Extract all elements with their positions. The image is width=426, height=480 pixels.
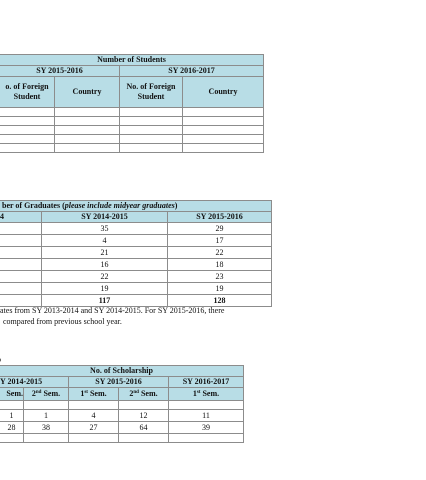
table-cell: 23 (168, 271, 272, 283)
total-cell: 128 (168, 295, 272, 307)
graduates-col-header: SY 2015-2016 (168, 212, 272, 223)
table-row (0, 259, 272, 271)
scholarship-year-header: SY 2015-2016 (69, 377, 169, 388)
col-country: Country (55, 77, 120, 108)
graduates-table (0, 200, 272, 307)
col-foreign-student: o. of Foreign Student (0, 77, 55, 108)
table-row (0, 422, 244, 434)
col-country: Country (183, 77, 264, 108)
table-cell: 16 (42, 259, 168, 271)
table-cell: 4 (42, 235, 168, 247)
table-row (0, 117, 264, 126)
graduates-table-title (0, 201, 272, 212)
col-foreign-student: No. of Foreign Student (120, 77, 183, 108)
sem-header: 1st Sem. (69, 388, 119, 401)
table-cell: 4 (69, 410, 119, 422)
graduates-title-note: please include midyear graduates (64, 201, 175, 210)
table-cell: 35 (42, 223, 168, 235)
table-cell: 64 (119, 422, 169, 434)
table-row (0, 126, 264, 135)
table-cell: 38 (24, 422, 69, 434)
table-row (0, 235, 272, 247)
scholarship-table-title: No. of Scholarship (0, 366, 244, 377)
sem-header: 1st Sem. (169, 388, 244, 401)
table-cell: 21 (42, 247, 168, 259)
table-cell: 27 (69, 422, 119, 434)
students-year-header: SY 2015-2016 (0, 66, 120, 77)
table-cell: 18 (168, 259, 272, 271)
table-cell: 29 (168, 223, 272, 235)
graduates-col-header: SY 2014-2015 (42, 212, 168, 223)
table-cell: 1 (0, 410, 24, 422)
table-row (0, 223, 272, 235)
table-cell: 19 (42, 283, 168, 295)
scholarship-table (0, 365, 244, 443)
table-row (0, 144, 264, 153)
table-cell: 11 (169, 410, 244, 422)
graduates-title-prefix: ber of Graduates ( (2, 201, 65, 210)
graduates-title-suffix: ) (174, 201, 178, 210)
table-cell: 22 (168, 247, 272, 259)
body-text-line: compared from previous school year. (3, 317, 122, 326)
total-cell: 117 (42, 295, 168, 307)
table-cell: 12 (119, 410, 169, 422)
body-text-line: ates from SY 2013-2014 and SY 2014-2015. For SY 2015-2016, there (0, 306, 225, 315)
table-cell: 28 (0, 422, 24, 434)
table-row (0, 434, 244, 443)
scholarship-year-header: SY 2016-2017 (169, 377, 244, 388)
table-row (0, 108, 264, 117)
table-cell: 1 (24, 410, 69, 422)
stray-text (0, 354, 1, 365)
table-cell: 22 (42, 271, 168, 283)
sem-header: Sem. (0, 388, 24, 401)
table-row (0, 401, 244, 410)
students-table-title: Number of Students (0, 55, 264, 66)
table-row (0, 135, 264, 144)
students-table (0, 54, 264, 153)
table-row (0, 283, 272, 295)
table-row (0, 247, 272, 259)
table-row (0, 410, 244, 422)
table-row (0, 271, 272, 283)
sem-header: 2nd Sem. (119, 388, 169, 401)
table-cell: 39 (169, 422, 244, 434)
table-cell: 17 (168, 235, 272, 247)
sem-header: 2nd Sem. (24, 388, 69, 401)
table-cell: 19 (168, 283, 272, 295)
students-year-header: SY 2016-2017 (120, 66, 264, 77)
graduates-col-header: 4 (0, 212, 42, 223)
scholarship-year-header: Y 2014-2015 (0, 377, 69, 388)
